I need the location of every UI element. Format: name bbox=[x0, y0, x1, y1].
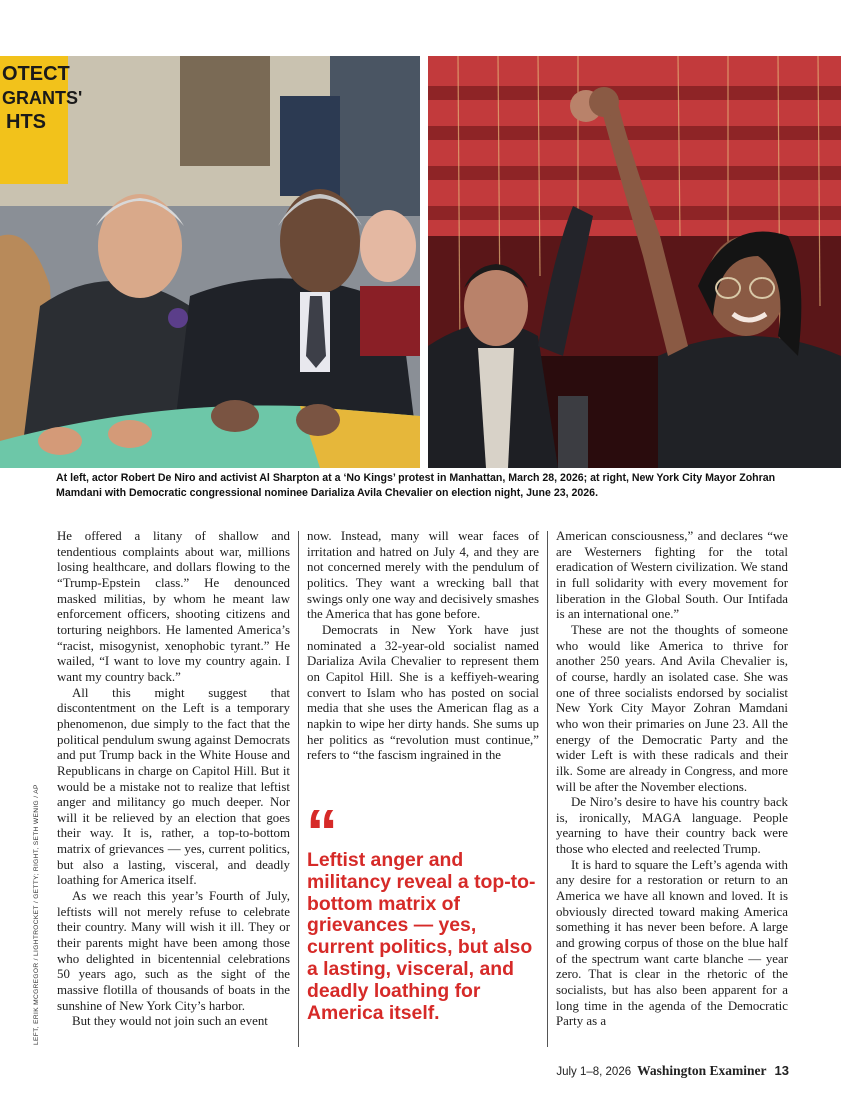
article-paragraph: now. Instead, many will wear faces of irritation and hatred on July 4, and they are not concerned merely with the pendulum of politics. They want a wrecking ball that swings only one way and decisively smashes the America that has gone before. bbox=[307, 529, 539, 622]
article-paragraph: He offered a litany of shallow and tendentious complaints about war, millions losing healthcare, and dollars flowing to the “Trump-Epstein class.” He denounced masked militias, by whom he meant law enforcement officers, shooting citizens and torturing neighbors. He lamented America’s “racist, misogynist, xenophobic tyrant.” He wailed, “I want to love my country again. I want my country back.” bbox=[57, 529, 290, 684]
article-paragraph: All this might suggest that discontentment on the Left is a temporary phenomenon, due simply to the fact that the political pendulum swung against Democrats and put Trump back in the White House and Republicans in charge on Capitol Hill. But it would be a mistake not to realize that leftist anger and militancy go much deeper. Nor will it be relieved by an election that goes their way. It is, rather, a top-to-bottom matrix of grievances — yes, current politics, but also a lasting, visceral, and deadly loathing for America itself. bbox=[57, 685, 290, 888]
article-column-1 bbox=[57, 529, 290, 1030]
article-paragraph: These are not the thoughts of someone who would like America to thrive for another 250 years. And Avila Chevalier is, of course, hardly an isolated case. She was one of three socialists endorsed by socialist New York City Mayor Zohran Mamdani who won their primaries on June 23. All the energy of the Democratic Party and the wider Left is with these radicals and their ilk. Some are already in Congress, and more will be after the November elections. bbox=[556, 622, 788, 794]
article-paragraph: Democrats in New York have just nominated a 32-year-old socialist named Darializa Avila Chevalier to represent them on Capitol Hill. She is a keffiyeh-wearing convert to Islam who has posted on social media that she uses the American flag as a napkin to wipe her dirty hands. She sums up her politics as “revolution must continue,” refers to “the fascism ingrained in the bbox=[307, 622, 539, 763]
article-paragraph: De Niro’s desire to have his country back is, ironically, MAGA language. People yearning to have their country back were those who elected and reelected Trump. bbox=[556, 795, 788, 857]
article-paragraph: It is hard to square the Left’s agenda with any desire for a restoration or return to an America we have all known and loved. It is obviously directed toward making America something it has never been before. A large and growing corpus of those on the blue half of the spectrum want carte blanche — year zero. That is clear in the rhetoric of the socialists, but has also been apparent for a long time in the agenda of the Democratic Party as a bbox=[556, 857, 788, 1029]
article-paragraph: But they would not join such an event bbox=[72, 1014, 268, 1029]
page-number: 13 bbox=[774, 1063, 789, 1078]
photo-credit: LEFT, ERIK MCGREGOR / LIGHTROCKET / GETTY; RIGHT, SETH WENIG / AP bbox=[33, 784, 40, 1045]
article-column-2 bbox=[307, 529, 539, 764]
article-paragraph: As we reach this year’s Fourth of July, leftists will not merely refuse to celebrate their country. Many will wish it ill. They or their parents might have been among those who delighted in bicentennial celebrations 50 years ago, such as the sight of the massive flotilla of thousands of boats in the sunshine of New York City’s harbor. bbox=[57, 889, 290, 1013]
svg-text:GRANTS': GRANTS' bbox=[2, 88, 83, 108]
election-night-photo bbox=[428, 56, 841, 468]
pull-quote: Leftist anger and militancy reveal a top-to-bottom matrix of grievances — yes, current politics, but also a lasting, visceral, and deadly loathing for America itself. bbox=[307, 849, 536, 1024]
page-footer bbox=[556, 1063, 789, 1079]
photo-caption: At left, actor Robert De Niro and activist Al Sharpton at a ‘No Kings’ protest in Manhattan, March 28, 2026; at right, New York City Mayor Zohran Mamdani with Democratic congressional nominee Darializa Avila Chevalier on election night, June 23, 2026. bbox=[56, 472, 776, 499]
article-paragraph: American consciousness,” and declares “we are Westerners fighting for the total eradication of Western civilization. We stand in full solidarity with every movement for liberation in the Global South. Our Intifada is an international one.” bbox=[556, 529, 788, 622]
column-divider bbox=[298, 531, 299, 1047]
svg-text:OTECT: OTECT bbox=[2, 63, 70, 85]
column-divider bbox=[547, 531, 548, 1047]
magazine-name: Washington Examiner bbox=[637, 1063, 767, 1078]
quote-mark-icon: “ bbox=[306, 796, 338, 868]
svg-text:HTS: HTS bbox=[6, 111, 46, 133]
issue-date: July 1–8, 2026 bbox=[556, 1066, 632, 1078]
protest-photo bbox=[0, 56, 420, 468]
article-column-3 bbox=[556, 529, 788, 1030]
